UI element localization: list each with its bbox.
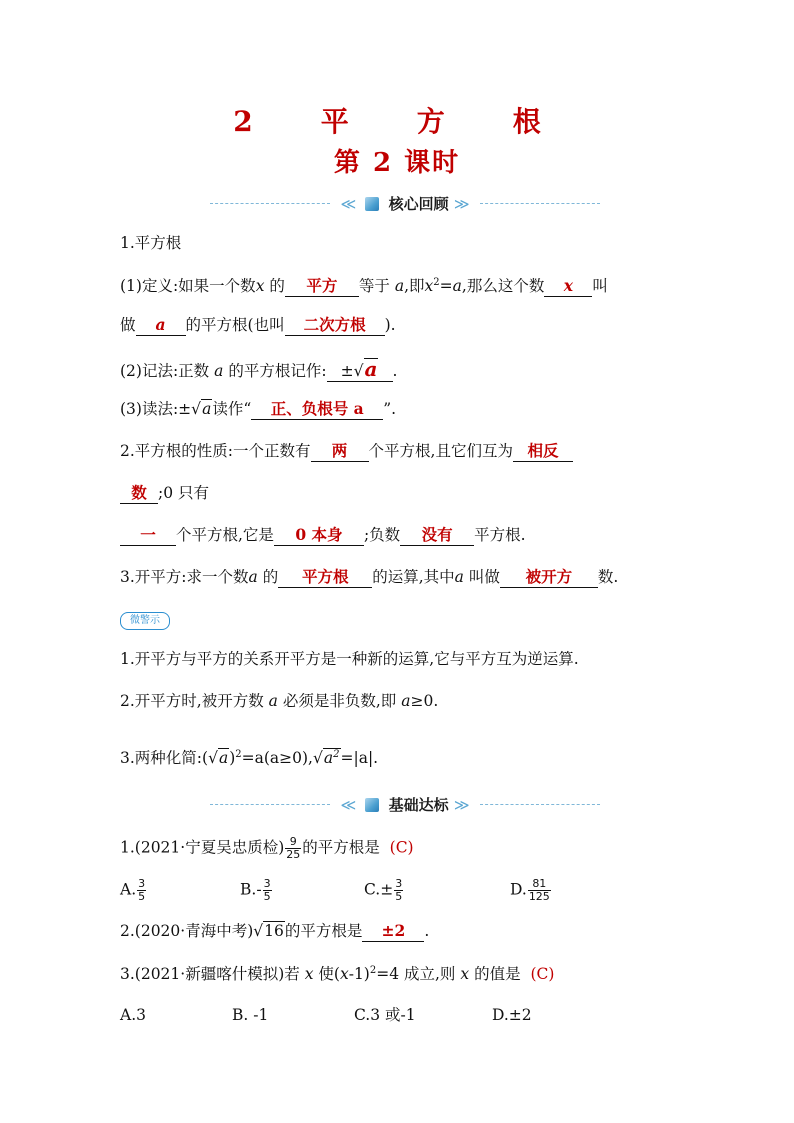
- section-header-basic: [210, 794, 600, 816]
- review-q1-definition: (1)定义:如果一个数x 的 平方 等于 a,即$x^2=a$,那么这个数 x 叫: [120, 276, 608, 296]
- review-q2-line3: 一 个平方根,它是 0 本身 ;负数 没有 平方根.: [120, 524, 526, 546]
- double-left-arrow-icon: ≪: [340, 195, 357, 213]
- section-title: 基础达标: [388, 796, 449, 814]
- option-c: C.± $\frac{3}{5}$: [364, 877, 403, 903]
- review-q1-heading: 1.平方根: [120, 234, 182, 252]
- section-title: 核心回顾: [388, 195, 449, 213]
- option-b: B. -1: [232, 1006, 269, 1024]
- option-d: D. $\frac{81}{125}$: [510, 877, 550, 903]
- tip-3: 3.两种化简$:(√a)^2=a(a\ge 0),√a^2=|a|$.: [120, 749, 379, 768]
- tip-1: 1.开平方与平方的关系开平方是一种新的运算,它与平方互为逆运算.: [120, 650, 579, 668]
- double-right-arrow-icon: ≫: [453, 796, 470, 814]
- double-right-arrow-icon: ≫: [453, 195, 470, 213]
- option-c: C.3 或-1: [354, 1006, 416, 1024]
- page-subtitle: 第 2 课时: [333, 148, 461, 178]
- section-header-core-review: [210, 193, 600, 215]
- basic-q1: 1.(2021·宁夏吴忠质检) $\frac{9}{25}$ 的平方根是 (C): [120, 835, 414, 861]
- review-q1-reading: (3)读法:±√a读作“ 正、负根号 a ”.: [120, 399, 397, 418]
- option-d: D.±2: [492, 1006, 532, 1024]
- review-q1-definition-cont: 做 a 的平方根(也叫 二次方根 ).: [120, 315, 396, 334]
- review-q1-notation: (2)记法:正数 a 的平方根记作: ±√a .: [120, 357, 398, 381]
- option-b: B.- $\frac{3}{5}$: [240, 877, 271, 903]
- basic-q2: 2.(2020·青海中考)√16的平方根是 ±2 .: [120, 921, 430, 940]
- review-q3: 3.开平方:求一个数a 的 平方根 的运算,其中a 叫做 被开方 数.: [120, 567, 619, 586]
- tip-2: 2.开平方时,被开方数 a 必须是非负数,即 a≥0.: [120, 692, 439, 710]
- book-icon: [365, 798, 379, 812]
- option-a: A.3: [120, 1006, 146, 1024]
- review-q2-line2: 数 ;0 只有: [120, 482, 209, 504]
- option-a: A. $\frac{3}{5}$: [120, 877, 146, 903]
- page-title: 2 平 方 根: [233, 105, 561, 138]
- double-left-arrow-icon: ≪: [340, 796, 357, 814]
- book-icon: [365, 197, 379, 211]
- basic-q3: 3.(2021·新疆喀什模拟)若 x 使$(x-1)^2=4$ 成立,则 x 的值是 (C): [120, 965, 555, 984]
- review-q2-line1: 2.平方根的性质:一个正数有 两 个平方根,且它们互为 相反: [120, 440, 573, 462]
- tip-badge: 微警示: [120, 612, 170, 630]
